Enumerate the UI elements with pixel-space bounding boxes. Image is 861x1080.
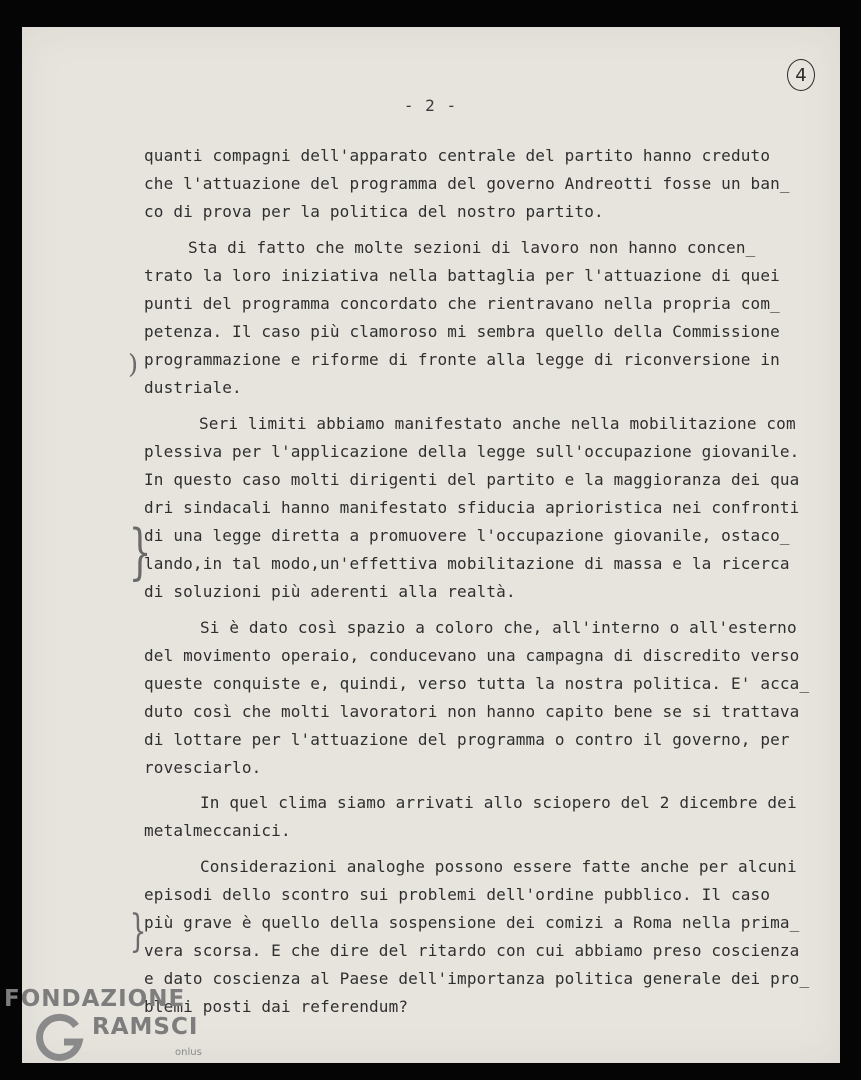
text-line: di soluzioni più aderenti alla realtà. xyxy=(144,582,516,601)
text-line: episodi dello scontro sui problemi dell'ordine pubblico. Il caso xyxy=(144,885,771,904)
watermark-line-3: onlus xyxy=(175,1047,202,1058)
text-line: Sta di fatto che molte sezioni di lavoro non hanno concen_ xyxy=(188,238,756,257)
text-line: lando,in tal modo,un'effettiva mobilitazione di massa e la ricerca xyxy=(144,554,790,573)
text-line: Si è dato così spazio a coloro che, all'interno o all'esterno xyxy=(200,618,797,637)
margin-bracket-1: ) xyxy=(128,350,139,380)
margin-bracket-2: } xyxy=(128,517,152,587)
circled-page-number: 4 xyxy=(787,59,815,91)
text-line: duto così che molti lavoratori non hanno capito bene se si trattava xyxy=(144,702,800,721)
text-line: metalmeccanici. xyxy=(144,821,291,840)
watermark-line-2: RAMSCI xyxy=(92,1014,199,1040)
text-line: di una legge diretta a promuovere l'occupazione giovanile, ostaco_ xyxy=(144,526,790,545)
text-line: In questo caso molti dirigenti del partito e la maggioranza dei qua xyxy=(144,470,800,489)
text-line: queste conquiste e, quindi, verso tutta la nostra politica. E' acca_ xyxy=(144,674,810,693)
text-line: più grave è quello della sospensione dei comizi a Roma nella prima_ xyxy=(144,913,800,932)
text-line: Seri limiti abbiamo manifestato anche nella mobilitazione com xyxy=(199,414,796,433)
text-line: In quel clima siamo arrivati allo sciopero del 2 dicembre dei xyxy=(200,793,797,812)
text-line: trato la loro iniziativa nella battaglia per l'attuazione di quei xyxy=(144,266,780,285)
text-line: co di prova per la politica del nostro partito. xyxy=(144,202,604,221)
watermark-logo xyxy=(0,982,240,1080)
text-line: del movimento operaio, conducevano una campagna di discredito verso xyxy=(144,646,800,665)
text-line: quanti compagni dell'apparato centrale del partito hanno creduto xyxy=(144,146,771,165)
foundation-g-logo-icon xyxy=(34,1012,88,1066)
text-line: e dato coscienza al Paese dell'importanza politica generale dei pro_ xyxy=(144,969,810,988)
margin-bracket-3: } xyxy=(129,906,147,957)
text-line: rovesciarlo. xyxy=(144,758,262,777)
text-line: blemi posti dai referendum? xyxy=(144,997,409,1016)
text-line: petenza. Il caso più clamoroso mi sembra quello della Commissione xyxy=(144,322,780,341)
watermark-line-1: FONDAZIONE xyxy=(4,986,186,1012)
page-header: - 2 - xyxy=(403,96,458,115)
text-line: plessiva per l'applicazione della legge sull'occupazione giovanile. xyxy=(144,442,800,461)
text-line: di lottare per l'attuazione del programma o contro il governo, per xyxy=(144,730,790,749)
text-line: Considerazioni analoghe possono essere fatte anche per alcuni xyxy=(200,857,797,876)
text-line: dri sindacali hanno manifestato sfiducia aprioristica nei confronti xyxy=(144,498,800,517)
text-line: punti del programma concordato che rientravano nella propria com_ xyxy=(144,294,780,313)
text-line: che l'attuazione del programma del governo Andreotti fosse un ban_ xyxy=(144,174,790,193)
text-line: dustriale. xyxy=(144,378,242,397)
text-line: vera scorsa. E che dire del ritardo con cui abbiamo preso coscienza xyxy=(144,941,800,960)
text-line: programmazione e riforme di fronte alla legge di riconversione in xyxy=(144,350,780,369)
